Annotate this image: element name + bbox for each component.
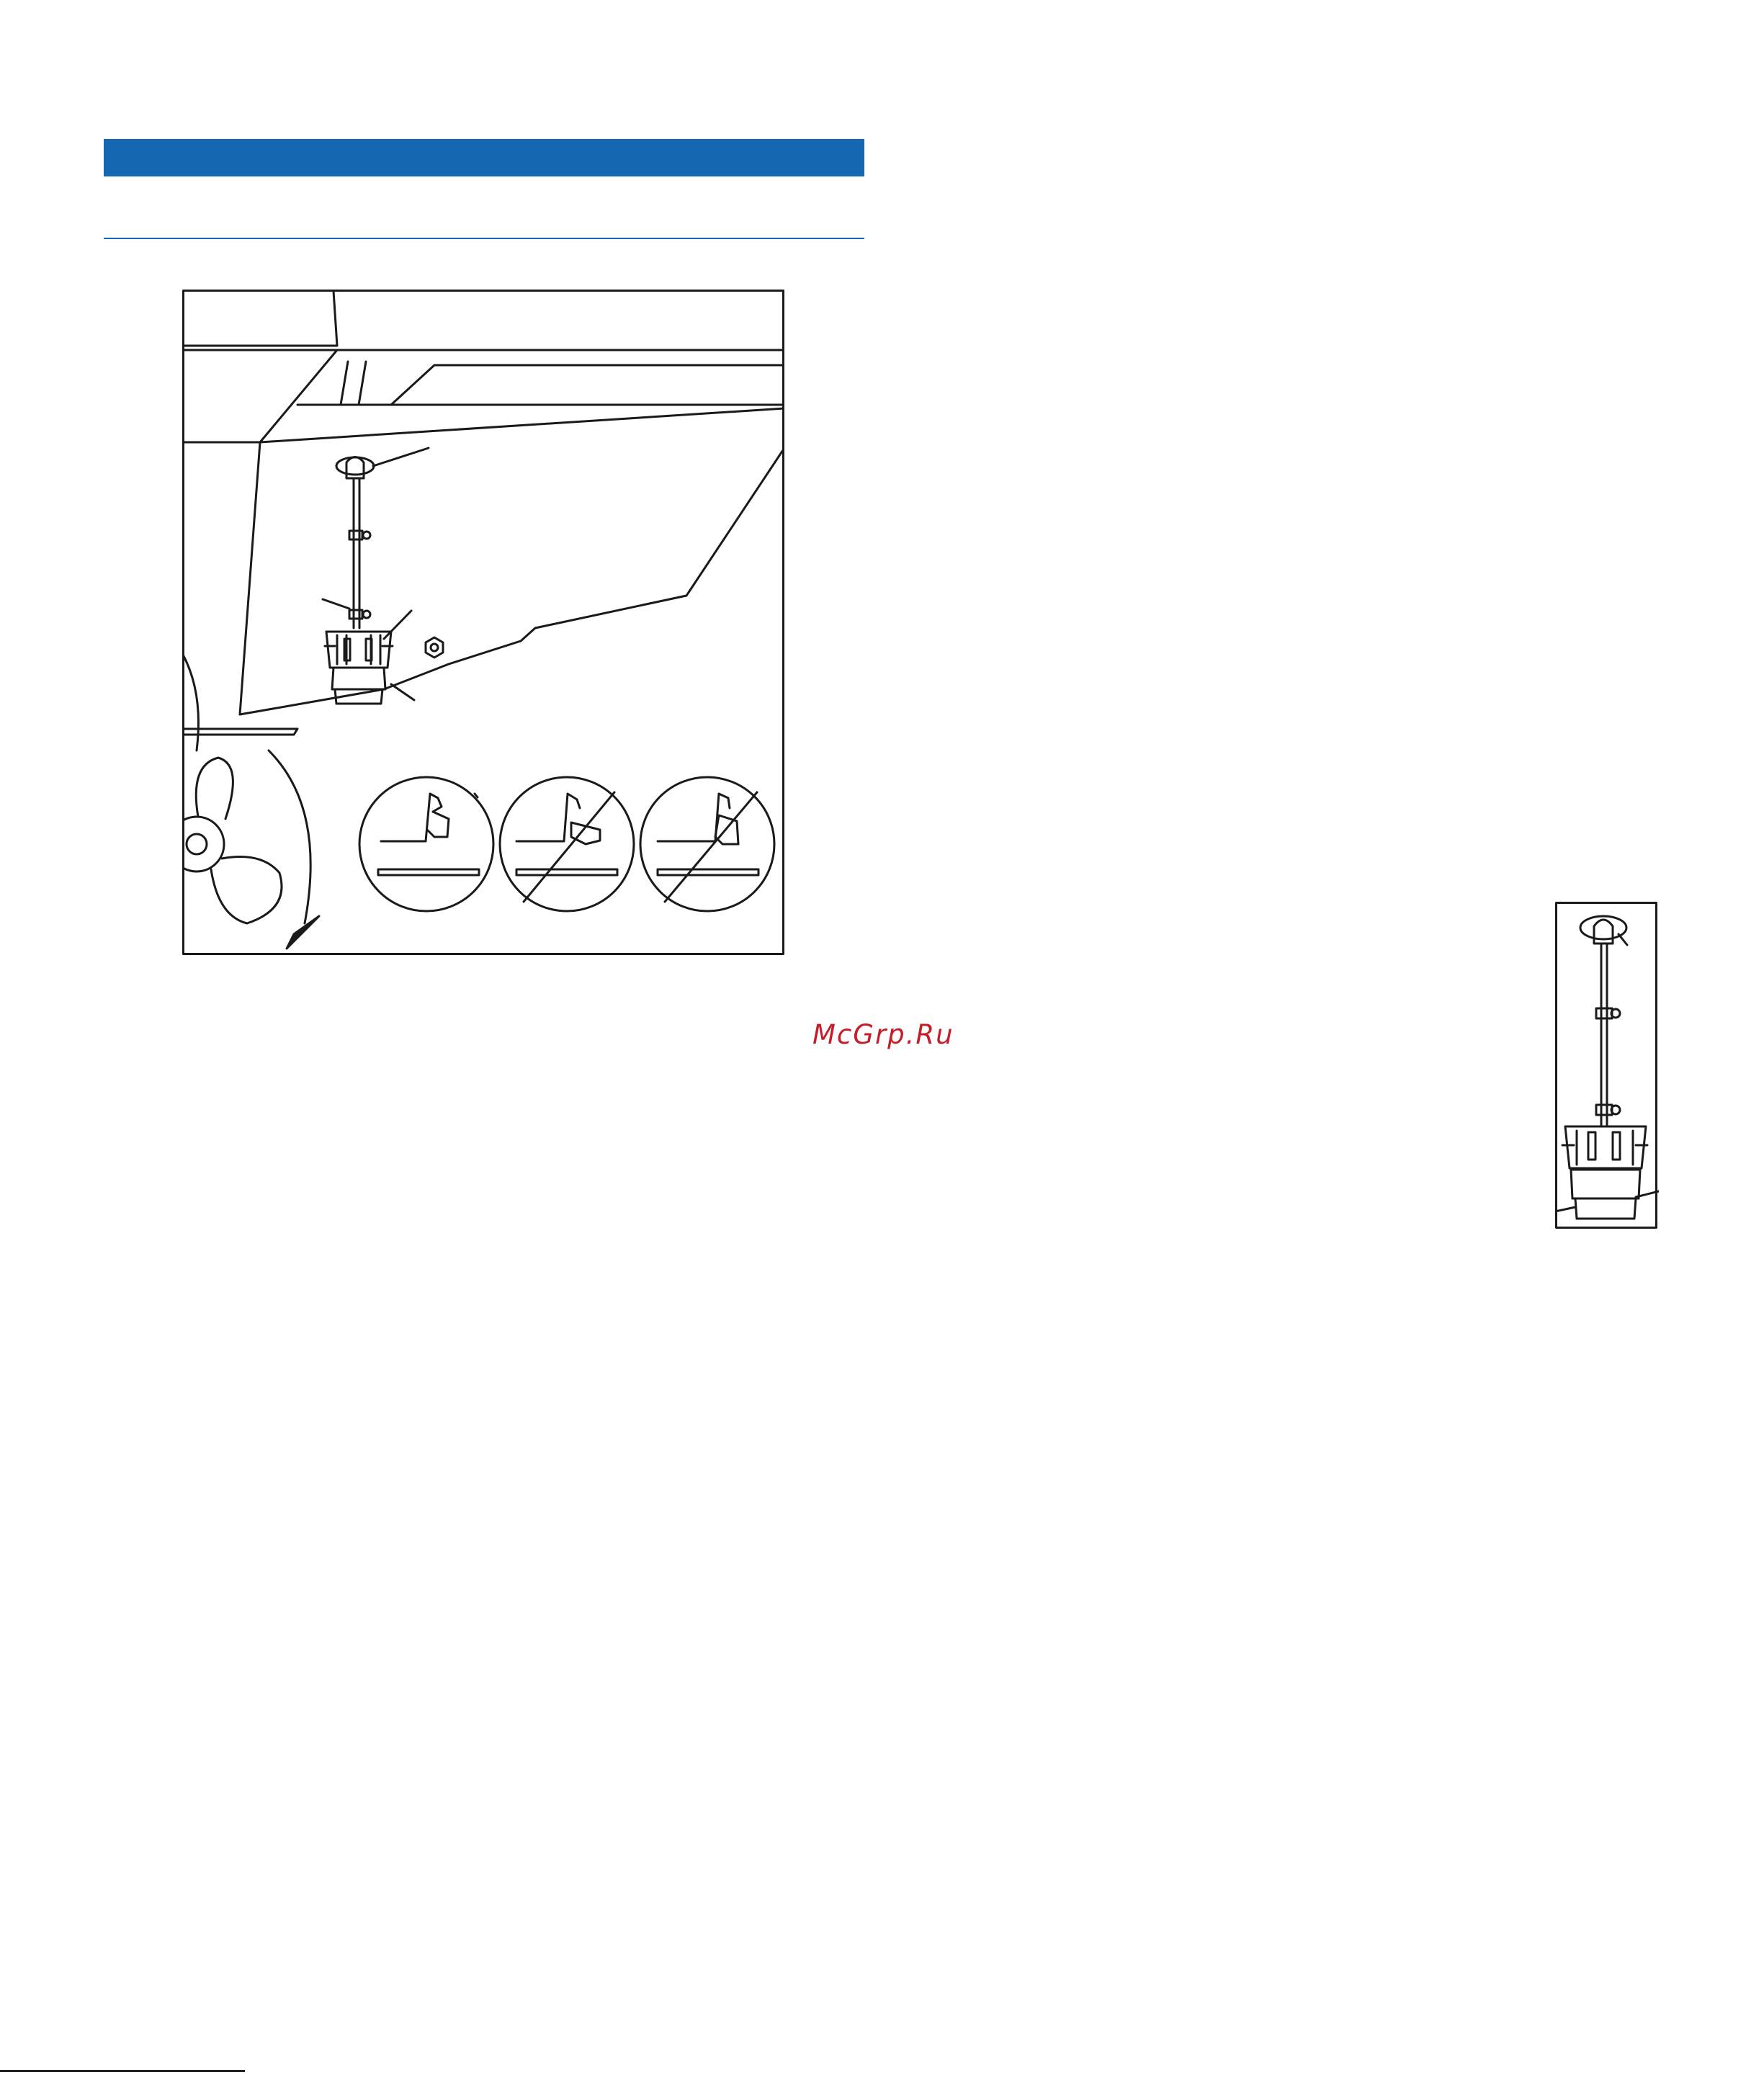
section-divider	[104, 238, 864, 239]
page-footer-rule	[0, 2070, 245, 2072]
section-header-bar	[104, 139, 864, 176]
transducer-bracket-detail-figure	[1555, 902, 1659, 1229]
watermark-text: McGrp.Ru	[812, 1019, 954, 1050]
transducer-installation-figure	[182, 290, 784, 955]
transducer-bracket-detail-icon	[1555, 902, 1659, 1229]
transducer-transom-mount-diagram-icon	[182, 290, 784, 955]
